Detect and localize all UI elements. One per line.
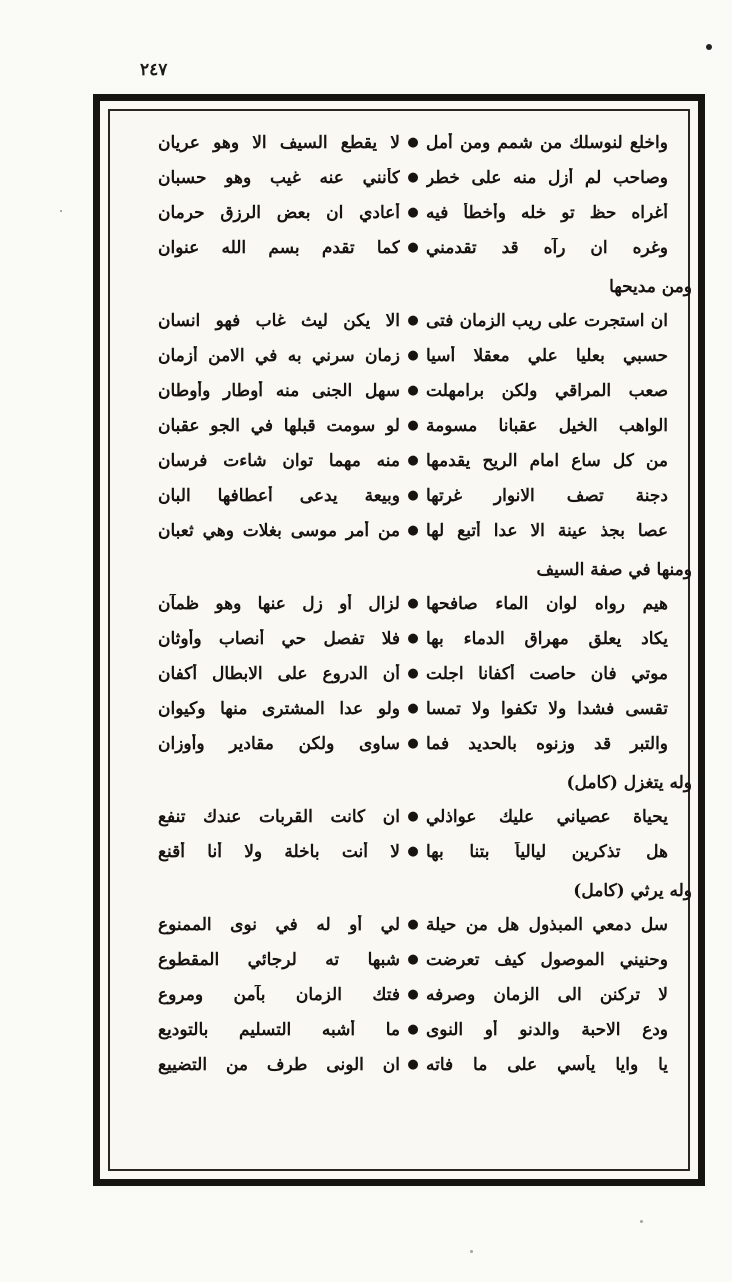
verse-line (130, 230, 668, 265)
verse-first-hemistich: لا تركنن الى الزمان وصرفه (426, 984, 668, 1005)
verse-second-hemistich: من أمر موسى بغلات وهي ثعبان (158, 520, 400, 541)
verse-first-hemistich: ان استجرت على ريب الزمان فتى (426, 310, 668, 331)
verse-second-hemistich: لزال أو زل عنها وهو ظمآن (158, 593, 400, 614)
verse-second-hemistich: ما أشبه التسليم بالتوديع (158, 1019, 400, 1040)
ink-speck (60, 210, 62, 212)
verse-second-hemistich: لي أو له في نوى الممنوع (158, 914, 400, 935)
verse-first-hemistich: هل تذكرين ليالياً بتنا بها (426, 841, 668, 862)
verse-line (130, 691, 668, 726)
verse-first-hemistich: وحنيني الموصول كيف تعرضت (426, 949, 668, 970)
verse-first-hemistich: هيم رواه لوان الماء صافحها (426, 593, 668, 614)
hemistich-separator: ● (407, 952, 419, 967)
verse-first-hemistich: واخلع لنوسلك من شمم ومن أمل (426, 132, 668, 153)
verse-line (130, 586, 668, 621)
verse-second-hemistich: شبها ته لرجائي المقطوع (158, 949, 400, 970)
hemistich-separator: ● (407, 240, 419, 255)
hemistich-separator: ● (407, 453, 419, 468)
section-heading: ومنها في صفة السيف (536, 560, 692, 580)
verse-second-hemistich: الا يكن ليث غاب فهو انسان (158, 310, 400, 331)
verse-first-hemistich: تقسى فشدا ولا تكفوا ولا تمسا (426, 698, 668, 719)
hemistich-separator: ● (407, 917, 419, 932)
verse-second-hemistich: زمان سرني به في الامن أزمان (158, 345, 400, 366)
hemistich-separator: ● (407, 809, 419, 824)
hemistich-separator: ● (407, 844, 419, 859)
verse-line (130, 373, 668, 408)
hemistich-separator: ● (407, 987, 419, 1002)
hemistich-separator: ● (407, 348, 419, 363)
verse-first-hemistich: صعب المراقي ولكن برامهلت (426, 380, 668, 401)
verse-first-hemistich: يحياة عصياني عليك عواذلي (426, 806, 668, 827)
hemistich-separator: ● (407, 631, 419, 646)
verse-second-hemistich: ساوى ولكن مقادير وأوزان (158, 733, 400, 754)
hemistich-separator: ● (407, 1057, 419, 1072)
verse-first-hemistich: أغراه حظ تو خله وأخطأ فيه (426, 202, 668, 223)
verse-line (130, 303, 668, 338)
hemistich-separator: ● (407, 135, 419, 150)
section-heading: ومن مديحها (609, 277, 692, 297)
verse-line (130, 125, 668, 160)
verse-first-hemistich: عصا بجذ عينة الا عدا أتبع لها (426, 520, 668, 541)
verse-line (130, 195, 668, 230)
verse-first-hemistich: موتي فان حاصت أكفانا اجلت (426, 663, 668, 684)
page-number: ٢٤٧ (140, 60, 168, 80)
verse-line (130, 834, 668, 869)
verse-second-hemistich: كأنني عنه غيب وهو حسبان (158, 167, 400, 188)
verse-second-hemistich: ولو عدا المشترى منها وكيوان (158, 698, 400, 719)
verse-second-hemistich: فتك الزمان بآمن ومروع (158, 984, 400, 1005)
verse-first-hemistich: وغره ان رآه قد تقدمني (426, 237, 668, 258)
verse-line (130, 907, 668, 942)
ink-speck (706, 44, 712, 50)
verse-first-hemistich: الواهب الخيل عقبانا مسومة (426, 415, 668, 436)
hemistich-separator: ● (407, 523, 419, 538)
verse-first-hemistich: ودع الاحبة والدنو أو النوى (426, 1019, 668, 1040)
verse-line (130, 1012, 668, 1047)
verse-line (130, 942, 668, 977)
section-heading: وله يتغزل (كامل) (566, 773, 692, 793)
hemistich-separator: ● (407, 736, 419, 751)
verse-line (130, 656, 668, 691)
hemistich-separator: ● (407, 701, 419, 716)
verse-first-hemistich: دجنة تصف الانوار غرتها (426, 485, 668, 506)
verse-line (130, 1047, 668, 1082)
verse-second-hemistich: منه مهما توان شاءت فرسان (158, 450, 400, 471)
verse-first-hemistich: يا وايا يأسي على ما فاته (426, 1054, 668, 1075)
verse-line (130, 408, 668, 443)
verse-second-hemistich: أن الدروع على الابطال أكفان (158, 663, 400, 684)
verse-first-hemistich: يكاد يعلق مهراق الدماء بها (426, 628, 668, 649)
verse-second-hemistich: ان كانت القربات عندك تنفع (158, 806, 400, 827)
section-heading: وله يرثي (كامل) (573, 881, 692, 901)
verse-first-hemistich: وصاحب لم أزل منه على خطر (426, 167, 668, 188)
verse-line (130, 443, 668, 478)
verse-second-hemistich: لو سومت قبلها في الجو عقبان (158, 415, 400, 436)
poem-text-block (130, 125, 692, 1082)
hemistich-separator: ● (407, 205, 419, 220)
ink-speck (470, 1250, 473, 1253)
verse-second-hemistich: لا يقطع السيف الا وهو عريان (158, 132, 400, 153)
verse-line (130, 160, 668, 195)
hemistich-separator: ● (407, 170, 419, 185)
verse-second-hemistich: كما تقدم بسم الله عنوان (158, 237, 400, 258)
hemistich-separator: ● (407, 488, 419, 503)
verse-first-hemistich: والتبر قد وزنوه بالحديد فما (426, 733, 668, 754)
verse-second-hemistich: أعادي ان بعض الرزق حرمان (158, 202, 400, 223)
hemistich-separator: ● (407, 418, 419, 433)
hemistich-separator: ● (407, 1022, 419, 1037)
ink-speck (640, 1220, 643, 1223)
verse-second-hemistich: سهل الجنى منه أوطار وأوطان (158, 380, 400, 401)
verse-second-hemistich: فلا تفصل حي أنصاب وأوثان (158, 628, 400, 649)
verse-second-hemistich: وبيعة يدعى أعطافها البان (158, 485, 400, 506)
verse-line (130, 799, 668, 834)
verse-first-hemistich: سل دمعي المبذول هل من حيلة (426, 914, 668, 935)
verse-first-hemistich: من كل ساع امام الريح يقدمها (426, 450, 668, 471)
hemistich-separator: ● (407, 313, 419, 328)
page-frame (93, 94, 705, 1186)
verse-second-hemistich: ان الونى طرف من التضييع (158, 1054, 400, 1075)
hemistich-separator: ● (407, 596, 419, 611)
verse-line (130, 621, 668, 656)
verse-first-hemistich: حسبي بعليا علي معقلا أسيا (426, 345, 668, 366)
hemistich-separator: ● (407, 383, 419, 398)
verse-line (130, 478, 668, 513)
hemistich-separator: ● (407, 666, 419, 681)
verse-line (130, 977, 668, 1012)
verse-line (130, 726, 668, 761)
verse-second-hemistich: لا أنت باخلة ولا أنا أقنع (158, 841, 400, 862)
verse-line (130, 338, 668, 373)
verse-line (130, 513, 668, 548)
